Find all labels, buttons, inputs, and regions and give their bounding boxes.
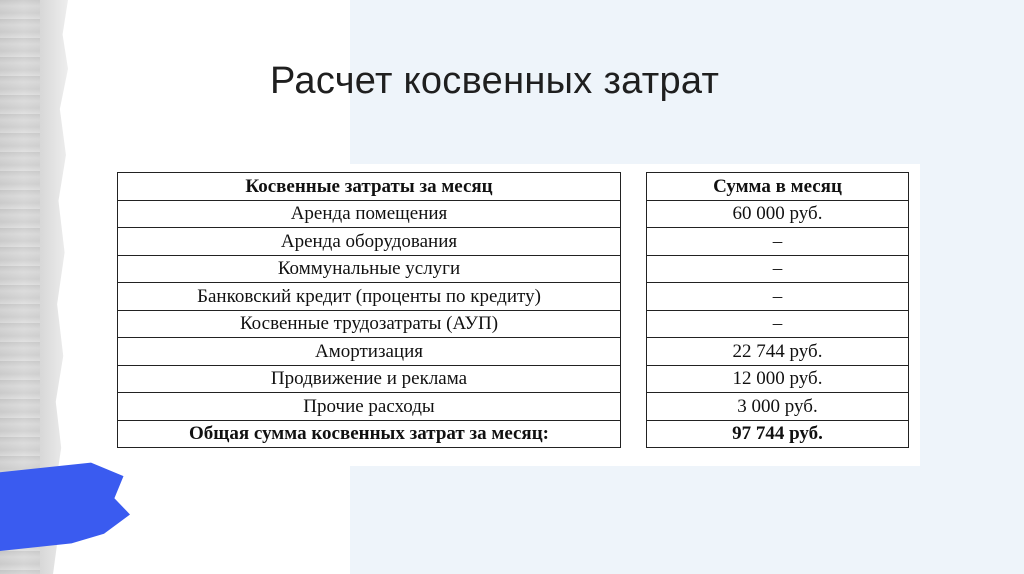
table-row	[118, 365, 621, 393]
amount-cell: 3 000 руб.	[647, 393, 909, 421]
table-row	[118, 338, 621, 366]
table-header-row	[118, 173, 621, 201]
table-row	[647, 365, 909, 393]
table-row	[118, 228, 621, 256]
table-total-row	[647, 420, 909, 448]
table-row	[118, 310, 621, 338]
table-row	[118, 200, 621, 228]
cost-item-cell: Продвижение и реклама	[118, 365, 621, 393]
cost-item-cell: Банковский кредит (проценты по кредиту)	[118, 283, 621, 311]
monthly-amounts-table	[646, 172, 909, 448]
total-amount-cell: 97 744 руб.	[647, 420, 909, 448]
cost-item-cell: Прочие расходы	[118, 393, 621, 421]
table-row	[118, 283, 621, 311]
table-header-row	[647, 173, 909, 201]
amount-cell: 22 744 руб.	[647, 338, 909, 366]
table-row	[647, 200, 909, 228]
amount-cell: 60 000 руб.	[647, 200, 909, 228]
cost-item-cell: Коммунальные услуги	[118, 255, 621, 283]
table-row	[647, 255, 909, 283]
slide-title: Расчет косвенных затрат	[270, 60, 720, 102]
table-row	[647, 338, 909, 366]
cost-item-cell: Аренда помещения	[118, 200, 621, 228]
table-row	[118, 255, 621, 283]
cost-tables-area	[110, 164, 920, 466]
total-label-cell: Общая сумма косвенных затрат за месяц:	[118, 420, 621, 448]
amount-cell: –	[647, 255, 909, 283]
amount-cell: –	[647, 228, 909, 256]
column-header-costs: Косвенные затраты за месяц	[118, 173, 621, 201]
amount-cell: –	[647, 310, 909, 338]
table-row	[647, 393, 909, 421]
table-total-row	[118, 420, 621, 448]
indirect-costs-table	[117, 172, 621, 448]
amount-cell: 12 000 руб.	[647, 365, 909, 393]
cost-item-cell: Аренда оборудования	[118, 228, 621, 256]
cost-item-cell: Амортизация	[118, 338, 621, 366]
cost-item-cell: Косвенные трудозатраты (АУП)	[118, 310, 621, 338]
table-row	[647, 283, 909, 311]
table-row	[647, 228, 909, 256]
amount-cell: –	[647, 283, 909, 311]
column-header-amount: Сумма в месяц	[647, 173, 909, 201]
table-row	[647, 310, 909, 338]
table-row	[118, 393, 621, 421]
